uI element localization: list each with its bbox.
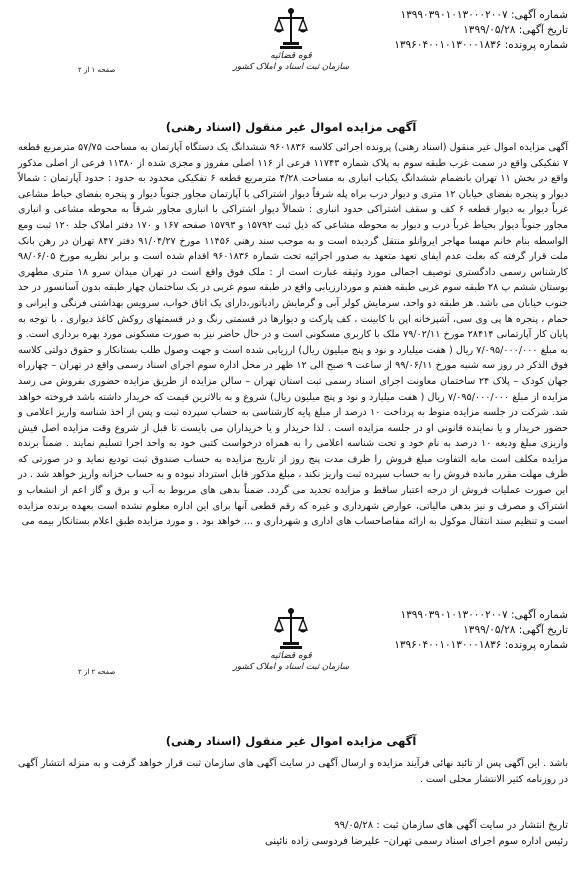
ad-footer bbox=[18, 818, 568, 849]
emblem-caption-organization: سازمان ثبت اسناد و املاک کشور bbox=[232, 62, 350, 72]
ad-date: تاریخ آگهی: ۱۳۹۹/۰۵/۲۸ bbox=[463, 624, 568, 636]
case-number: شماره پرونده: ۱۳۹۶۰۴۰۰۱۰۱۳۰۰۰۱۸۳۶ bbox=[394, 639, 568, 651]
judiciary-emblem bbox=[216, 6, 366, 73]
ad-title: آگهی مزایده اموال غیر منقول (اسناد رهنی) bbox=[165, 120, 417, 134]
publish-date: تاریخ انتشار در سایت آگهی های سازمان ثبت : ۹۹/۰۵/۲۸ bbox=[334, 820, 568, 831]
meta-block bbox=[394, 608, 568, 653]
page-label: صفحه ۲ از ۲ bbox=[78, 668, 116, 676]
ad-number: شماره آگهی: ۱۳۹۹۰۳۹۰۱۰۱۳۰۰۰۲۰۰۷ bbox=[400, 609, 568, 621]
scales-of-justice-icon bbox=[274, 606, 308, 650]
signature-line: رئیس اداره سوم اجرای اسناد رسمی تهران– علیرضا فردوسی زاده نائینی bbox=[264, 835, 568, 847]
ad-number: شماره آگهی: ۱۳۹۹۰۳۹۰۱۰۱۳۰۰۰۲۰۰۷ bbox=[400, 9, 568, 21]
ad-title: آگهی مزایده اموال غیر منقول (اسناد رهنی) bbox=[165, 734, 417, 748]
judiciary-emblem bbox=[216, 606, 366, 673]
emblem-caption-judiciary: قوه قضائیه bbox=[270, 651, 312, 661]
ad-body bbox=[18, 140, 568, 530]
scales-of-justice-icon bbox=[274, 6, 308, 50]
ad-paragraph: آگهی مزایده اموال غیر منقول (اسناد رهنی) پرونده اجرائی کلاسه ۹۶۰۱۸۳۶ ششدانگ یک دستگاه آپارتمان به مساحت ۵۷/۷۵ مترمربع قطعه ۷ تفکیکی واقع در سمت غرب طبقه سوم به پلاک شماره ۱۱۷۴۳ فرعی از ۱۱۶ اصلی مفروز و مجزی شده از ۱۱۳۸۰ فرعی از اصلی مذکور واقع در بخش ۱۱ تهران بانضمام ششدانگ یکباب انباری به مساحت ۴/۲۸ مترمربع قطعه ۶ تفکیکی محدود به حدود : حدود آپارتمان : شمالاً دیوار و پنجره بفضای خیابان ۱۲ متری و دیوار درب براه پله شرقاً دیوار اشتراکی با آپارتمان مجاور جنوباً دیوار و پنجره بفضای حیاط مشاعی غرباً دیوار به دیوار قطعه ۶ کف و سقف اشتراکی حدود انباری : شمالاً دیوار اشتراکی با انباری مجاور شرقاً به محوطه مشاعی و انباری مجاور جنوباً دیوار بحیاط غرباً درب و دیوار به محوطه مشاعی که ذیل ثبت ۱۵۷۹۲ و ۱۵۷۹۳ صفحه ۱۶۷ و ۱۷۰ دفتر املاک جلد ۱۲۰ ثبت ومع الواسطه بنام خانم مهسا مهاجر ایروانلو منتقل گردیده است و به موجب سند رهنی ۱۱۴۵۶ مورخ ۹۱/۰۴/۲۷ دفتر ۸۴۷ تهران در رهن بانک ملت قرار گرفته که بعلت عدم ایفای تعهد متعهد به صدور اجرائیه تحت شماره ۹۶۰۱۸۳۶ اقدام شده است و برابر نظریه مورخ ۹۸/۰۶/۰۵ کارشناس رسمی دادگستری توصیف اجمالی مورد وثیقه عبارت است از : ملک فوق واقع است در تهران میدان سرو ۱۸ متری مطهری بوستان ششم پ ۲۸ طبقه سوم غربی طبقه هفتم و موردارزیابی واقع در طبقه سوم غربی در یک ساختمان چهار طبقه بدون آسانسور در حد جنوب خیابان می باشد. هر طبقه دو واحد، سرمایش کولر آبی و گرمایش رادیاتور،دارای یک اتاق خواب، سرویس بهداشتی فرنگی و ایرانی و حمام ، پنجره ها پی وی سی، آشپزخانه اپن با کابینت ، کف پارکت و دیوارها در قسمتی رنگ و در قسمتهای روکش کاغذ دیواری ، با توجه به پایان کار آپارتمانی ۲۸۴۱۴ مورخ ۷۹/۰۲/۱۱ ملک با کاربری مسکونی است و در حال حاضر نیز به صورت مسکونی مورد بهره برداری است. و به مبلغ ۷/۰۹۵/۰۰۰/۰۰۰ ریال ( هفت میلیارد و نود و پنج میلیون ریال) ارزیابی شده است و جهت وصول طلب بستانکار و حقوق دولتی کلاسه فوق الذکر در روز سه شنبه مورخ ۹۹/۰۶/۱۱ از ساعت ۹ صبح الی ۱۲ ظهر در محل اداره سوم اجرای اسناد رسمی واقع در تهران – چهارراه جهان کودک – پلاک ۲۴ ساختمان معاونت اجرای اسناد رسمی ثبت استان تهران – سالن مزایده از طریق مزایده حضوری بفروش می رسد مزایده از مبلغ ۷/۰۹۵/۰۰۰/۰۰۰ ریال ( هفت میلیارد و نود و پنج میلیون ریال) شروع و به بالاترین قیمت که خریدار داشته باشد فروخته خواهد شد. شرکت در جلسه مزایده منوط به پرداخت ۱۰ درصد از مبلغ پایه کارشناسی به حساب سپرده ثبت و پس از اخذ شناسه واریز اعلامی و حضور خریدار و یا نماینده قانونی او در جلسه مزایده است . لذا خریدار و یا خریداران می بایست تا قبل از شروع وقت مزایده اصل فیش واریزی مبلغ ودیعه ۱۰ درصد به نام خود و تحت شناسه اعلامی را به همراه درخواست کتبی خود به واحد اجرا تسلیم نمایند . ضمناً برنده مزایده مکلف است مابه التفاوت مبلغ فروش را ظرف مدت پنج روز از تاریخ مزایده به حساب صندوق ثبت تودیع نماید و در صورتی که ظرف مهلت مقرر مانده فروش را به حساب سپرده ثبت واریز نکند ، مبلغ مذکور قابل استرداد نبوده و به حساب خزانه واریز خواهد شد . در این صورت عملیات فروش از درجه اعتبار ساقط و مزایده تجدید می گردد. ضمناً بدهی های مربوط به آب و برق و گاز اعم از انشعاب و اشتراک و مصرف و نیز بدهی مالیاتی، عوارض شهرداری و غیره که رقم قطعی آنها برای این اداره معلوم نشده است بعهده برنده مزایده است و تنظیم سند انتقال موکول به ارائه مفاصاحساب های اداری و شهرداری و ... خواهد بود . و مورد مزایده طبق اعلام بستانکار بیمه می bbox=[18, 142, 569, 528]
emblem-caption-judiciary: قوه قضائیه bbox=[270, 51, 312, 61]
meta-block bbox=[394, 8, 568, 53]
ad-body bbox=[18, 756, 568, 787]
ad-date: تاریخ آگهی: ۱۳۹۹/۰۵/۲۸ bbox=[463, 24, 568, 36]
ad-paragraph: باشد . این آگهی پس از تائید نهائی فرآیند مزایده و ارسال آگهی در سایت آگهی های سازمان ثبت قرار خواهد گرفت و به منزله انتشار آگهی در روزنامه کثیر الانتشار محلی است . bbox=[18, 758, 568, 785]
page-label: صفحه ۱ از ۲ bbox=[78, 66, 116, 74]
ad-sheet-2 bbox=[0, 602, 582, 882]
emblem-caption-organization: سازمان ثبت اسناد و املاک کشور bbox=[232, 662, 350, 672]
case-number: شماره پرونده: ۱۳۹۶۰۴۰۰۱۰۱۳۰۰۰۱۸۳۶ bbox=[394, 39, 568, 51]
